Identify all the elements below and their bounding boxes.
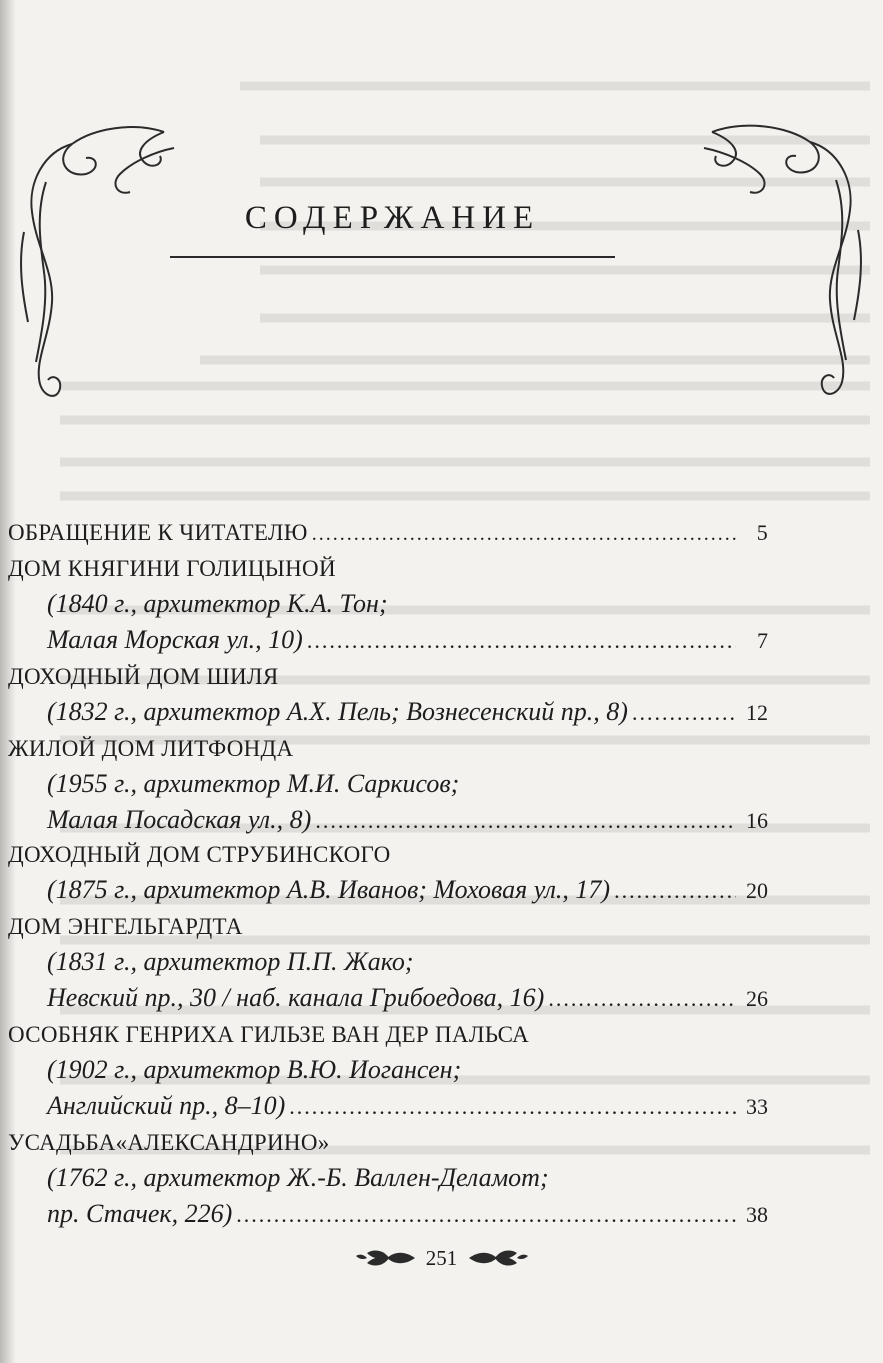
page-footer: [0, 1244, 883, 1271]
toc-entry-heading: ДОМ ЭНГЕЛЬГАРДТА: [8, 914, 243, 939]
dot-leader: [236, 1197, 736, 1233]
toc-entry[interactable]: [8, 516, 768, 552]
toc-entry-heading: ЖИЛОЙ ДОМ ЛИТФОНДА: [8, 736, 294, 761]
toc-entry[interactable]: [8, 660, 768, 732]
dot-leader: [632, 695, 736, 731]
toc-entry[interactable]: [8, 838, 768, 910]
toc-entry-detail-row: [8, 1088, 768, 1124]
toc-entry-detail: Английский пр., 8–10): [47, 1091, 286, 1120]
toc-page-number: 20: [746, 878, 768, 903]
toc-entry[interactable]: [8, 1126, 768, 1234]
toc-entry[interactable]: [8, 552, 768, 660]
page-title: СОДЕРЖАНИЕ: [244, 200, 541, 236]
toc-page-number: 12: [746, 700, 768, 725]
toc-entry[interactable]: [8, 910, 768, 1018]
title-underline: [170, 256, 615, 258]
toc-entry-detail: (1902 г., архитектор В.Ю. Иогансен;: [47, 1055, 462, 1084]
toc-entry-detail: (1955 г., архитектор М.И. Саркисов;: [47, 769, 460, 798]
toc-entry-heading: ОСОБНЯК ГЕНРИХА ГИЛЬЗЕ ВАН ДЕР ПАЛЬСА: [8, 1022, 530, 1047]
dot-leader: [614, 873, 736, 909]
toc-page-number: 5: [756, 520, 768, 545]
toc-page-number: 7: [757, 628, 768, 653]
toc-entry[interactable]: [8, 732, 768, 838]
toc-entry-detail: пр. Стачек, 226): [47, 1199, 233, 1228]
toc-entry-detail: (1832 г., архитектор А.Х. Пель; Вознесенский пр., 8): [47, 697, 628, 726]
table-of-contents: [8, 516, 768, 1234]
toc-entry-detail: Малая Морская ул., 10): [47, 625, 303, 654]
toc-entry-detail-row: [8, 622, 768, 658]
toc-entry-detail-row: [8, 1196, 768, 1232]
toc-entry-detail: Малая Посадская ул., 8): [47, 805, 312, 834]
toc-entry-detail-row: [8, 872, 768, 908]
toc-page-number: 16: [746, 808, 768, 833]
left-leaf-ornament-icon: [355, 1247, 417, 1269]
toc-entry-detail-row: [8, 980, 768, 1016]
toc-page-number: 33: [746, 1094, 768, 1119]
dot-leader: [548, 981, 736, 1017]
left-flourish-ornament: [14, 122, 184, 407]
right-leaf-ornament-icon: [467, 1247, 529, 1269]
dot-leader: [315, 803, 736, 839]
toc-entry-heading: ОБРАЩЕНИЕ К ЧИТАТЕЛЮ: [8, 520, 308, 545]
toc-entry-detail: (1762 г., архитектор Ж.-Б. Валлен-Деламот;: [47, 1163, 549, 1192]
toc-entry-detail-row: [8, 694, 768, 730]
toc-entry-detail: (1831 г., архитектор П.П. Жако;: [47, 947, 414, 976]
toc-entry-heading: ДОХОДНЫЙ ДОМ ШИЛЯ: [8, 664, 279, 689]
dot-leader: [289, 1089, 736, 1125]
toc-page-number: 26: [746, 986, 768, 1011]
page-number: 251: [425, 1245, 458, 1270]
toc-page-number: 38: [746, 1202, 768, 1227]
toc-entry-detail: (1875 г., архитектор А.В. Иванов; Моховая ул., 17): [47, 875, 611, 904]
toc-entry[interactable]: [8, 1018, 768, 1126]
dot-leader: [307, 623, 736, 659]
toc-entry-detail: Невский пр., 30 / наб. канала Грибоедова, 16): [47, 983, 545, 1012]
toc-entry-detail-row: [8, 802, 768, 838]
toc-entry-heading: ДОМ КНЯГИНИ ГОЛИЦЫНОЙ: [8, 556, 336, 581]
right-flourish-ornament: [692, 118, 867, 403]
toc-entry-heading: УСАДЬБА«АЛЕКСАНДРИНО»: [8, 1130, 330, 1155]
toc-entry-detail: (1840 г., архитектор К.А. Тон;: [47, 589, 388, 618]
dot-leader: [312, 517, 736, 551]
toc-entry-heading: ДОХОДНЫЙ ДОМ СТРУБИНСКОГО: [8, 842, 391, 867]
toc-entry-heading-row: [8, 516, 768, 550]
